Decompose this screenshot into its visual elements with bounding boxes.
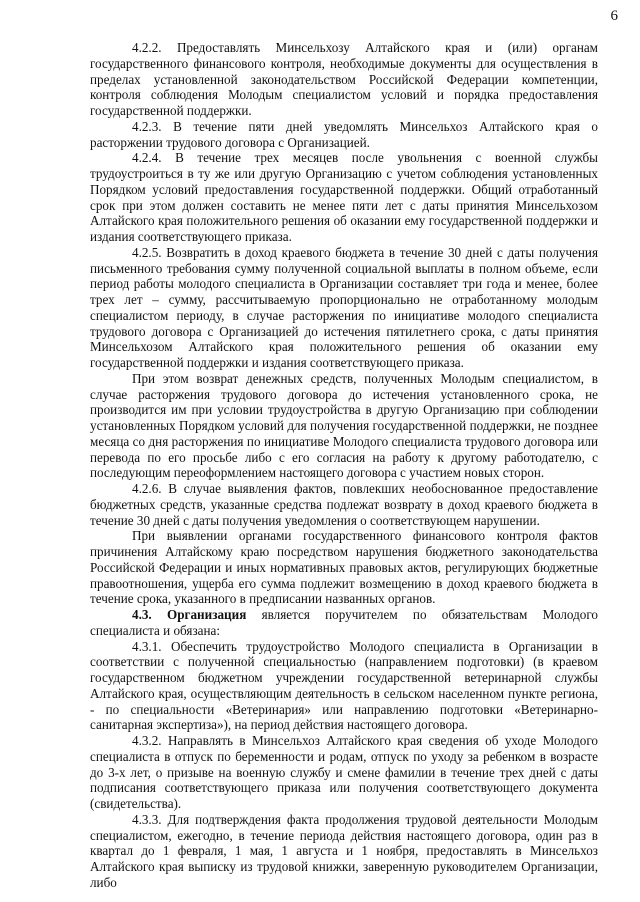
paragraph-4-2-6 (90, 481, 598, 528)
clause-text: Для подтверждения факта продолжения трудовой деятельности Молодым специалистом, ежегодно, в течение периода действия настоящего договора, один раз в квартал до 1 февраля, 1 мая, 1 августа и 1 ноября, предоставлять в Минсельхоз Алтайского края выписку из трудовой книжки, заверенную руководителем Организации, либо (90, 811, 598, 890)
page-number: 6 (610, 8, 618, 24)
clause-text: Возвратить в доход краевого бюджета в течение 30 дней с даты получения письменного требования сумму полученной социальной выплаты в полном объеме, если период работы молодого специалиста в Организации составляет три года и менее, более трех лет – сумму, рассчитываемую пропорционально не отработанному молодым специалистом периоду, в случае расторжения по инициативе молодого специалиста трудового договора с Организацией до истечения пятилетнего срока, с даты принятия Минсельхозом Алтайского края положительного решения об оказании ему государственной поддержки и издания соответствующего приказа. (90, 244, 598, 370)
paragraph-4-3 (90, 607, 598, 639)
clause-text: В течение пяти дней уведомлять Минсельхоз Алтайского края о расторжении трудового договора с Организацией. (90, 118, 598, 150)
clause-text: Обеспечить трудоустройство Молодого специалиста в Организации в соответствии с полученной специальностью (направлением подготовки) (в краевом государственном бюджетном учреждении государственной ветеринарной службы Алтайского края, осуществляющим деятельность в сельском населенном пункте региона, - по специальности «Ветеринария» или направлению подготовки «Ветеринарно-санитарная экспертиза»), на период действия настоящего договора. (90, 638, 598, 733)
paragraph-4-3-1 (90, 639, 598, 734)
paragraph-control (90, 528, 598, 607)
clause-number: 4.3.3. (132, 811, 168, 827)
document-body (90, 40, 598, 891)
clause-number: 4.3.2. (132, 733, 168, 748)
paragraph-return (90, 371, 598, 481)
paragraph-4-2-3 (90, 119, 598, 151)
clause-number: 4.2.6. (132, 481, 169, 496)
paragraph-4-3-2 (90, 733, 598, 812)
paragraph-4-2-2 (90, 40, 598, 119)
clause-text: В случае выявления фактов, повлекших необоснованное предоставление бюджетных средств, указанные средства подлежат возврату в доход краевого бюджета в течение 30 дней с даты получения уведомления о соответствующем нарушении. (90, 481, 598, 528)
clause-text: При выявлении органами государственного финансового контроля фактов причинения Алтайскому краю посредством нарушения бюджетного законодательства Российской Федерации и иных нормативных правовых актов, регулирующих бюджетные правоотношения, ущерба его сумма подлежит возмещению в доход краевого бюджета в течение срока, указанного в предписании названных органов. (90, 528, 598, 607)
paragraph-4-3-3 (90, 812, 598, 891)
clause-number: 4.2.3. (132, 118, 174, 134)
clause-text: Направлять в Минсельхоз Алтайского края сведения об уходе Молодого специалиста в отпуск по беременности и родам, отпуск по уходу за ребенком в возрасте до 3-х лет, о призыве на военную службу и смене фамилии в течение трех дней с даты подписания соответствующего приказа или получения соответствующего документа (свидетельства). (90, 733, 598, 811)
clause-number: 4.3.1. (132, 638, 171, 654)
clause-number: 4.2.2. (132, 40, 177, 55)
clause-heading: 4.3. Организация (132, 607, 262, 622)
paragraph-4-2-5 (90, 245, 598, 371)
clause-text: Предоставлять Минсельхозу Алтайского края и (или) органам государственного финансового контроля, необходимые документы для осуществления в пределах установленной законодательством Российской Федерации компетенции, контроля соблюдения Молодым специалистом условий и порядка предоставления государственной поддержки. (90, 40, 598, 118)
clause-number: 4.2.4. (132, 150, 176, 166)
clause-text: является поручителем по обязательствам Молодого специалиста и обязана: (90, 607, 598, 638)
clause-text: В течение трех месяцев после увольнения с военной службы трудоустроиться в ту же или другую Организацию с учетом соблюдения установленных Порядком условий предоставления государственной поддержки. Общий отработанный срок при этом должен составить не менее пяти лет с даты принятия Минсельхозом Алтайского края положительного решения об оказании ему государственной поддержки и издания соответствующего приказа. (90, 150, 598, 244)
clause-text: При этом возврат денежных средств, полученных Молодым специалистом, в случае расторжения трудового договора до истечения установленного срока, не производится им при условии трудоустройства в другую Организацию при соблюдении установленных Порядком условий для получения государственной поддержки, не позднее месяца со дня расторжения по инициативе Молодого специалиста трудового договора или перевода по его просьбе либо с его согласия на работу к другому работодателю, с последующим переоформлением настоящего договора с участием новых сторон. (90, 370, 598, 481)
paragraph-4-2-4 (90, 150, 598, 245)
clause-number: 4.2.5. (132, 244, 167, 260)
